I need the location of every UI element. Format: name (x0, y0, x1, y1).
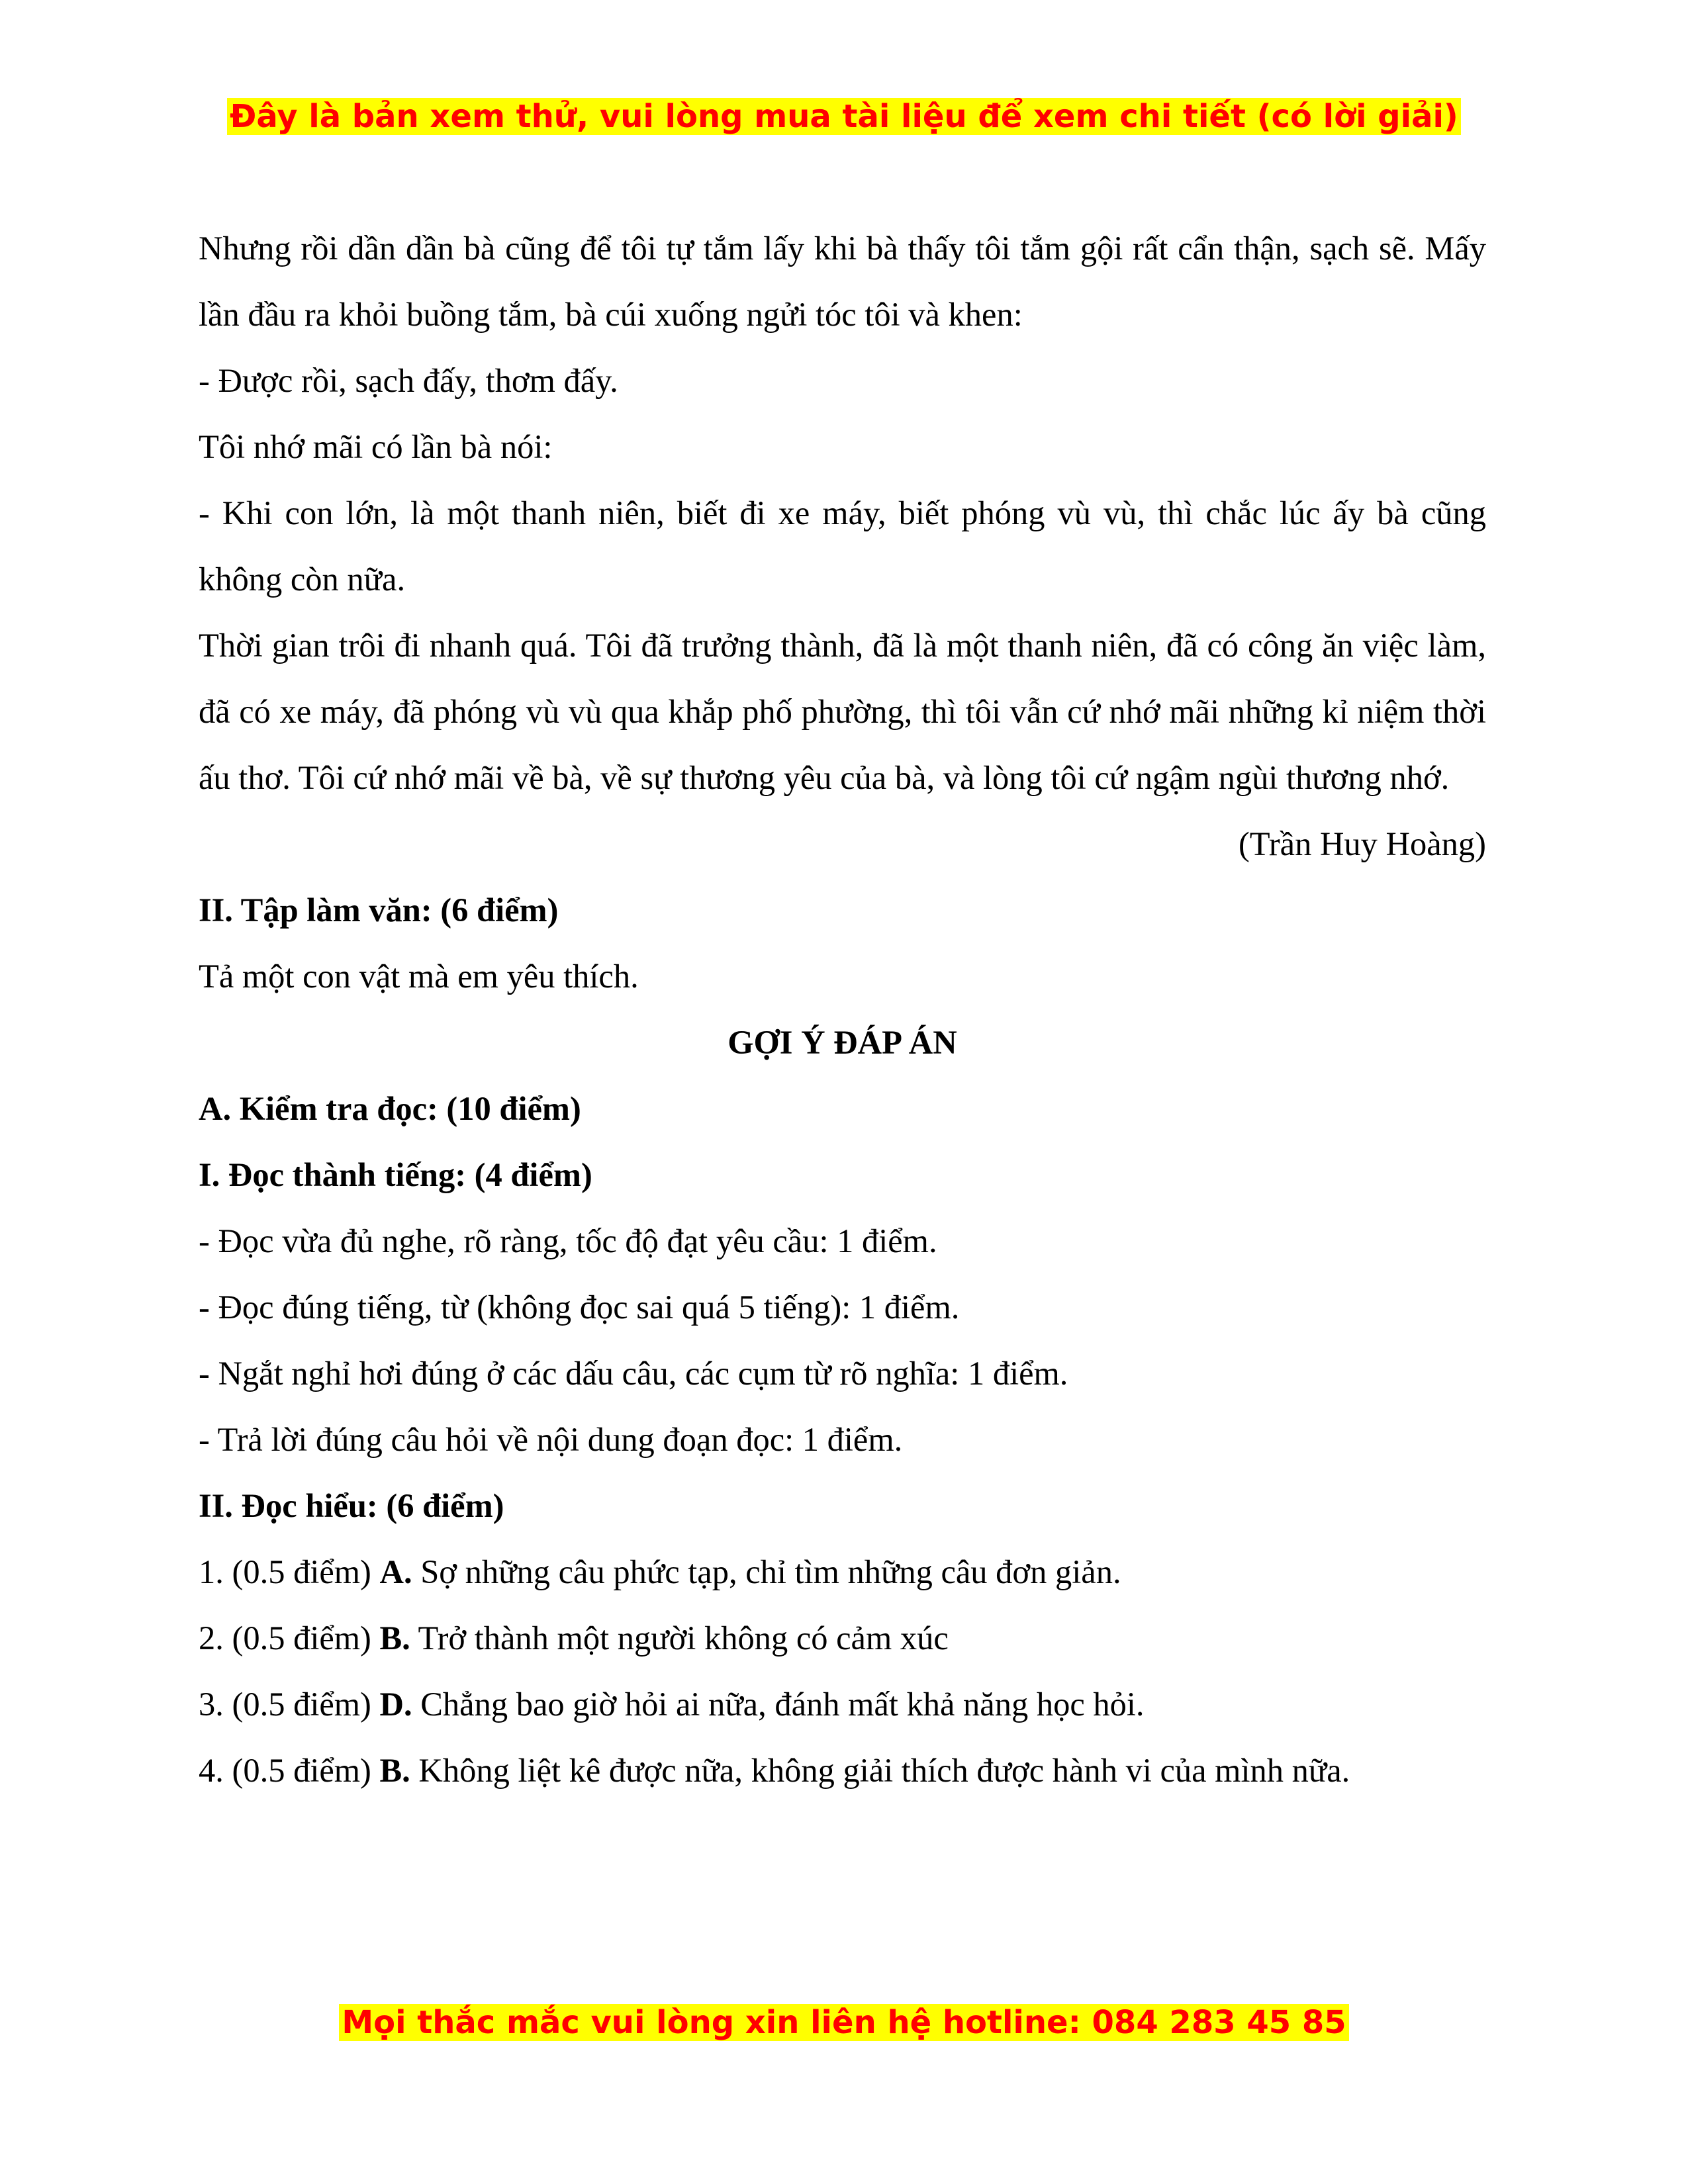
story-author: (Trần Huy Hoàng) (1238, 825, 1486, 862)
story-dialogue: - Được rồi, sạch đấy, thơm đấy. (199, 362, 618, 399)
story-dialogue: - Khi con lớn, là một thanh niên, biết đi xe máy, biết phóng vù vù, thì chắc lúc ấy bà cũng không còn nữa. (199, 494, 1486, 598)
answer-prefix: 2. (0.5 điểm) (199, 1619, 380, 1657)
hotline-text: Mọi thắc mắc vui lòng xin liên hệ hotline: 084 283 45 85 (339, 2004, 1348, 2041)
section-i-heading: I. Đọc thành tiếng: (4 điểm) (199, 1156, 592, 1193)
preview-notice-text: Đây là bản xem thử, vui lòng mua tài liệu để xem chi tiết (có lời giải) (227, 98, 1461, 135)
answer-choice: D. (379, 1686, 412, 1723)
reading-criterion: - Trả lời đúng câu hỏi về nội dung đoạn đọc: 1 điểm. (199, 1421, 903, 1458)
answer-prefix: 1. (0.5 điểm) (199, 1553, 380, 1590)
story-paragraph: Thời gian trôi đi nhanh quá. Tôi đã trưởng thành, đã là một thanh niên, đã có công ăn việc làm, đã có xe máy, đã phóng vù vù qua khắp phố phường, thì tôi vẫn cứ nhớ mãi những kỉ niệm thời ấu thơ. Tôi cứ nhớ mãi về bà, về sự thương yêu của bà, và lòng tôi cứ ngậm ngùi thương nhớ. (199, 627, 1486, 796)
answer-choice: B. (379, 1619, 410, 1657)
answer-text: Sợ những câu phức tạp, chỉ tìm những câu đơn giản. (412, 1553, 1121, 1590)
answer-item (199, 1539, 1486, 1605)
document-body (199, 215, 1486, 1803)
reading-criterion: - Đọc vừa đủ nghe, rõ ràng, tốc độ đạt yêu cầu: 1 điểm. (199, 1222, 937, 1259)
writing-heading: II. Tập làm văn: (6 điểm) (199, 891, 559, 929)
preview-notice-banner (0, 97, 1688, 136)
reading-criterion: - Đọc đúng tiếng, từ (không đọc sai quá 5 tiếng): 1 điểm. (199, 1289, 960, 1326)
answer-item (199, 1671, 1486, 1737)
answer-text: Chẳng bao giờ hỏi ai nữa, đánh mất khả năng học hỏi. (412, 1686, 1145, 1723)
answer-choice: A. (379, 1553, 412, 1590)
answer-choice: B. (379, 1752, 410, 1789)
answer-prefix: 3. (0.5 điểm) (199, 1686, 380, 1723)
writing-prompt: Tả một con vật mà em yêu thích. (199, 958, 639, 995)
section-a-heading: A. Kiểm tra đọc: (10 điểm) (199, 1090, 581, 1127)
answer-text: Trở thành một người không có cảm xúc (410, 1619, 949, 1657)
hotline-banner (0, 2003, 1688, 2042)
reading-criterion: - Ngắt nghỉ hơi đúng ở các dấu câu, các cụm từ rõ nghĩa: 1 điểm. (199, 1355, 1068, 1392)
story-paragraph: Nhưng rồi dần dần bà cũng để tôi tự tắm lấy khi bà thấy tôi tắm gội rất cẩn thận, sạch sẽ. Mấy lần đầu ra khỏi buồng tắm, bà cúi xuống ngửi tóc tôi và khen: (199, 230, 1486, 333)
answer-key-title: GỢI Ý ĐÁP ÁN (727, 1024, 957, 1061)
answer-prefix: 4. (0.5 điểm) (199, 1752, 380, 1789)
answer-text: Không liệt kê được nữa, không giải thích được hành vi của mình nữa. (410, 1752, 1350, 1789)
answer-item (199, 1737, 1486, 1803)
section-ii-heading: II. Đọc hiểu: (6 điểm) (199, 1487, 504, 1524)
story-paragraph: Tôi nhớ mãi có lần bà nói: (199, 428, 553, 465)
answer-item (199, 1605, 1486, 1671)
